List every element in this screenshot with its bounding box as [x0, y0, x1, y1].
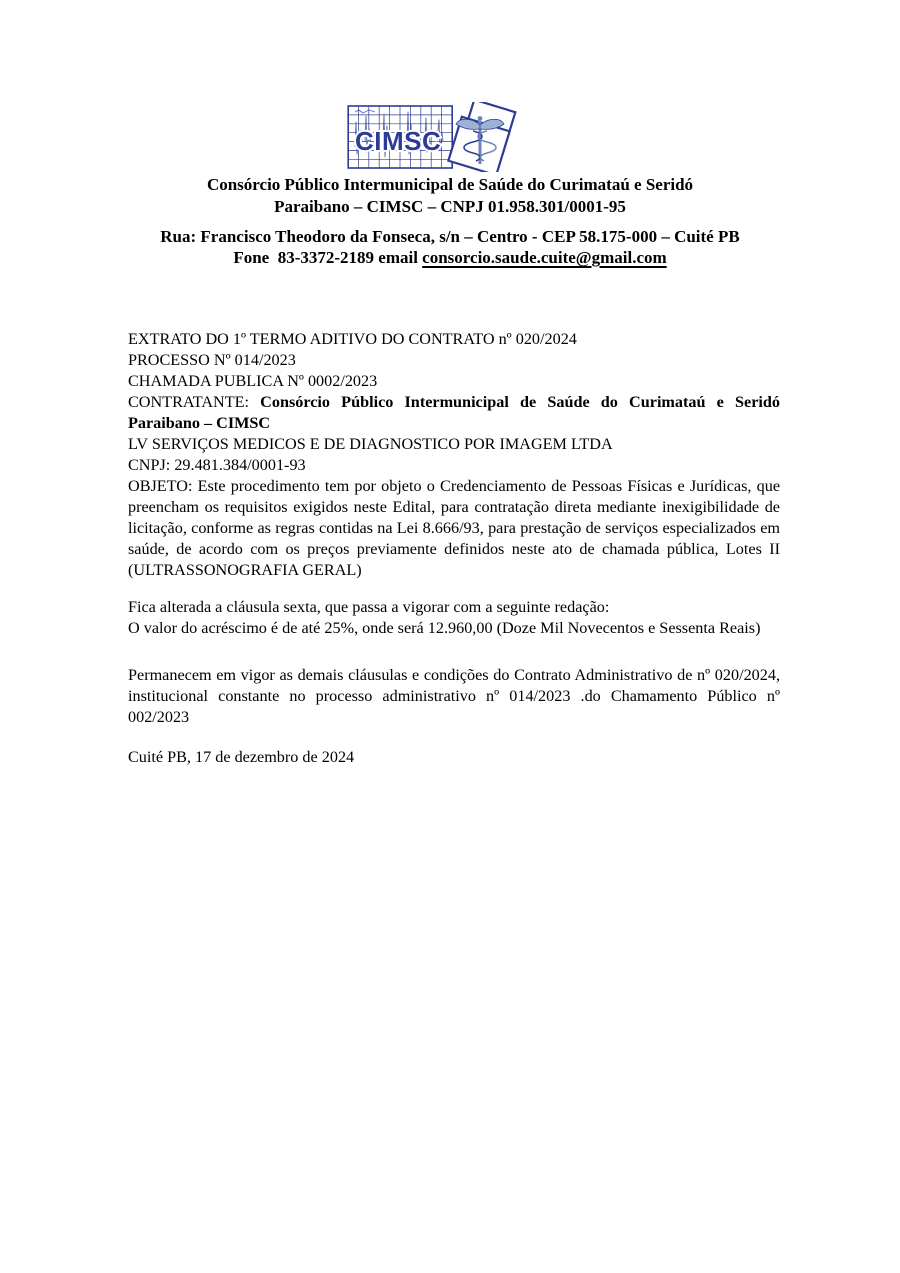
org-email: consorcio.saude.cuite@gmail.com: [422, 248, 667, 267]
processo-line: PROCESSO Nº 014/2023: [128, 351, 296, 369]
document-body: [128, 329, 780, 768]
contratante-label: CONTRATANTE:: [128, 393, 261, 411]
contratada-line: LV SERVIÇOS MEDICOS E DE DIAGNOSTICO POR IMAGEM LTDA: [128, 435, 613, 453]
org-address-block: [0, 226, 900, 268]
contratante-value: Consórcio Público Intermunicipal de Saúde do Curimataú e Seridó Paraibano – CIMSC: [128, 393, 780, 432]
org-phone: Fone 83-3372-2189 email: [233, 248, 423, 267]
doc-title-line: EXTRATO DO 1º TERMO ADITIVO DO CONTRATO nº 020/2024: [128, 330, 577, 348]
org-logo: [347, 102, 521, 172]
date-line: Cuité PB, 17 de dezembro de 2024: [128, 748, 355, 766]
cnpj-line: CNPJ: 29.481.384/0001-93: [128, 456, 306, 474]
org-address-line: Rua: Francisco Theodoro da Fonseca, s/n – Centro - CEP 58.175-000 – Cuité PB: [160, 227, 740, 246]
clausula-valor-paragraph: O valor do acréscimo é de até 25%, onde será 12.960,00 (Doze Mil Novecentos e Sessenta Reais): [128, 619, 761, 637]
contratante-line: [128, 392, 780, 434]
logo-text: CIMSC: [355, 126, 442, 156]
clausula-intro-line: Fica alterada a cláusula sexta, que passa a vigorar com a seguinte redação:: [128, 598, 610, 616]
objeto-paragraph: OBJETO: Este procedimento tem por objeto o Credenciamento de Pessoas Físicas e Jurídicas, que preencham os requisitos exigidos neste Edital, para contratação direta mediante inexigibilidade de licitação, conforme as regras contidas na Lei 8.666/93, para prestação de serviços especializados em saúde, de acordo com os preços previamente definidos neste ato de chamada pública, Lotes II (ULTRASSONOGRAFIA GERAL): [128, 477, 780, 579]
org-logo-graphic: [347, 102, 521, 172]
vigor-paragraph: Permanecem em vigor as demais cláusulas e condições do Contrato Administrativo de nº 020/2024, institucional constante no processo administrativo nº 014/2023 .do Chamamento Público nº 002/2023: [128, 666, 780, 726]
chamada-line: CHAMADA PUBLICA Nº 0002/2023: [128, 372, 378, 390]
org-contact-line: [0, 247, 900, 268]
org-name-line1: Consórcio Público Intermunicipal de Saúde do Curimataú e Seridó: [206, 175, 694, 194]
org-name-line2: Paraibano – CIMSC – CNPJ 01.958.301/0001-95: [274, 197, 626, 216]
org-name: [0, 174, 900, 218]
